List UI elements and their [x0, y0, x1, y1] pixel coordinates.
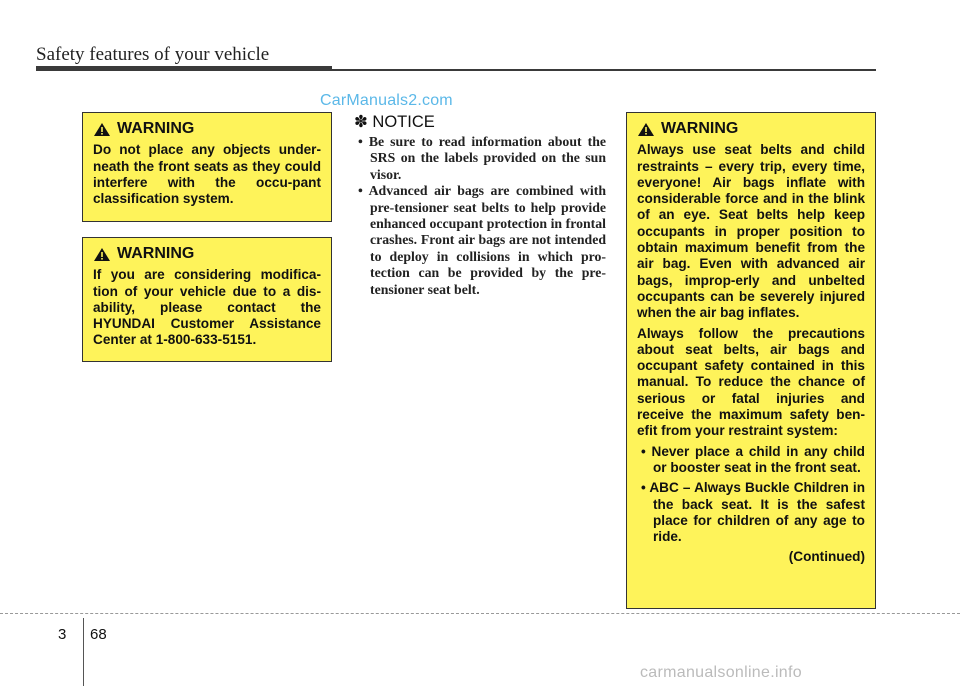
- watermark-link[interactable]: CarManuals2.com: [320, 92, 453, 109]
- continued-label: (Continued): [788, 549, 865, 565]
- page-number: 68: [90, 626, 107, 643]
- header-rule-thick: [36, 66, 332, 71]
- page-header-title: Safety features of your vehicle: [36, 44, 270, 65]
- warning-title: WARNING: [661, 120, 739, 137]
- warning-triangle-icon: [93, 122, 111, 137]
- warning-bullet-list: [637, 444, 865, 546]
- warning-box-objects: [82, 112, 332, 222]
- warning-triangle-icon: [637, 122, 655, 137]
- notice-item: • Be sure to read information about the SRS on the labels provided on the sun visor.: [358, 134, 606, 182]
- warning-paragraph: Always use seat belts and child restraints – every trip, every time, everyone! Air bags inflate with considerable force and in the blink of an eye. Seat belts help keep occupants in proper position to obtain maximum benefit from the air bag. Even with advanced air bags, improp-erly and unbelted occupants can be severely injured when the air bag inflates.: [637, 142, 865, 321]
- warning-bullet: • Never place a child in any child or booster seat in the front seat.: [641, 443, 865, 475]
- notice-list: [354, 134, 606, 298]
- warning-title: WARNING: [117, 120, 195, 137]
- header-rule-thin: [332, 69, 876, 71]
- warning-title: WARNING: [117, 245, 195, 262]
- page-number-divider: [83, 618, 84, 686]
- warning-triangle-icon: [93, 247, 111, 262]
- warning-text: Do not place any objects under-neath the front seats as they could interfere with the occu-pant classification system.: [93, 142, 321, 207]
- warning-box-modification: [82, 237, 332, 362]
- section-number: 3: [58, 626, 67, 643]
- notice-title: ✽ NOTICE: [354, 113, 435, 131]
- notice-section: [354, 112, 606, 298]
- footer-watermark[interactable]: carmanualsonline.info: [640, 664, 802, 681]
- warning-text: If you are considering modifica-tion of your vehicle due to a dis-ability, please contact the HYUNDAI Customer Assistance Center at 1-800-633-5151.: [93, 267, 321, 348]
- notice-item: • Advanced air bags are combined with pre-tensioner seat belts to help provide enhanced occupant protection in frontal crashes. Front air bags are not intended to deploy in collisions in which pro-tection can be provided by the pre-tensioner seat belt.: [358, 183, 606, 297]
- footer-separator: [0, 613, 960, 614]
- warning-box-seat-belts: [626, 112, 876, 609]
- warning-paragraph: Always follow the precautions about seat belts, air bags and occupant safety contained in this manual. To reduce the chance of serious or fatal injuries and receive the maximum safety ben-efit from your restraint system:: [637, 325, 865, 439]
- warning-bullet: • ABC – Always Buckle Children in the back seat. It is the safest place for children of any age to ride.: [641, 480, 866, 545]
